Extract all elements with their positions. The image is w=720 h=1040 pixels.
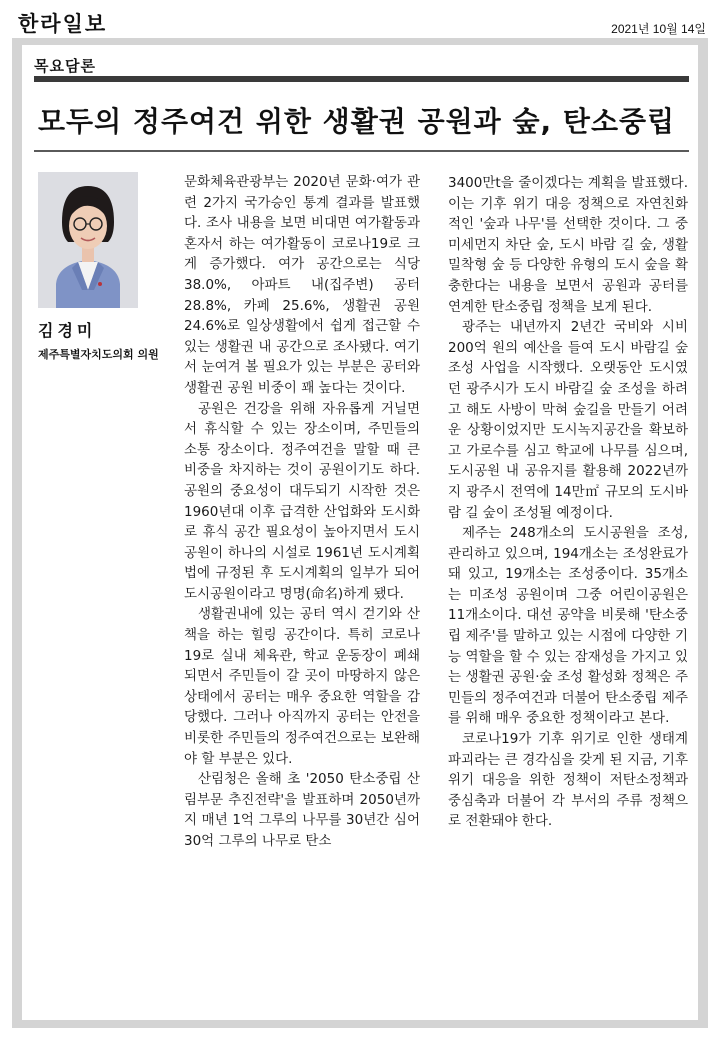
paragraph: 광주는 내년까지 2년간 국비와 시비 200억 원의 예산을 들여 도시 바람길 숲 조성 사업을 시작했다. 오랫동안 도시였던 광주시가 도시 바람길 숲 조성을 하려고 해도 사방이 막혀 숲길을 만들기 어려운 상황이었지만 도시녹지공간을 확보하고 가로수를 심고 학교에 나무를 심으며, 도시공원 내 공유지를 활용해 2022년까지 광주시 전역에 14만㎡ 규모의 도시바람 길 숲이 조성될 예정이다. [448,319,688,521]
paragraph: 생활권내에 있는 공터 역시 걷기와 산책을 하는 힐링 공간이다. 특히 코로나19로 실내 체육관, 학교 운동장이 폐쇄되면서 주민들이 갈 곳이 마땅하지 않은 상태에서 공터는 매우 중요한 역할을 감당했다. 그러나 아직까지 공터는 안전을 비롯한 주민들의 정주여건으로는 보완해야 할 부분은 있다. [184,606,420,767]
newspaper-masthead: 한라일보 [18,11,108,36]
headline-rule [34,150,689,152]
paragraph: 산림청은 올해 초 '2050 탄소중립 산림부문 추진전략'을 발표하며 2050년까지 매년 1억 그루의 나무를 30년간 심어 30억 그루의 나무로 탄소 [184,771,420,849]
paragraph: 문화체육관광부는 2020년 문화·여가 관련 2가지 국가승인 통계 결과를 발표했다. 조사 내용을 보면 비대면 여가활동과 혼자서 하는 여가활동이 코로나19로 크게 증가했다. 여가 공간으로는 식당 38.0%, 아파트 내(집주변) 공터 28.8%, 카페 25.6%, 생활권 공원 24.6%로 일상생활에서 쉽게 접근할 수 있는 생활권 내 공간으로 조사됐다. 여기서 눈여겨 볼 필요가 있는 부분은 공터와 생활권 공원 비중이 꽤 높다는 것이다. [184,174,420,396]
author-photo [38,172,138,308]
issue-date: 2021년 10월 14일 [611,22,706,36]
paragraph: 공원은 건강을 위해 자유롭게 거닐면서 휴식할 수 있는 장소이며, 주민들의 소통 장소이다. 정주여건을 말할 때 큰 비중을 차지하는 것이 공원이기도 하다. 공원의 중요성이 대두되기 시작한 것은 1960년대 이후 급격한 산업화와 도시화로 휴식 공간 필요성이 높아지면서 도시 공원이 하나의 시설로 1961년 도시계획법에 규정된 후 도시계획의 일부가 되어 도시공원이라고 명명(命名)하게 됐다. [184,400,420,602]
article-column-1 [184,172,420,852]
author-title: 제주특별자치도의회 의원 [38,348,159,361]
article-column-2 [448,173,688,832]
author-portrait-image [38,172,138,308]
paragraph: 3400만t을 줄이겠다는 계획을 발표했다. 이는 기후 위기 대응 정책으로 자연친화적인 '숲과 나무'를 선택한 것이다. 그 중 미세먼지 차단 숲, 도시 바람 길 숲, 생활밀착형 숲 등 다양한 유형의 도시 숲을 확충한다는 내용을 보면서 공원과 공터를 연계한 탄소중립 정책을 보게 된다. [448,175,688,315]
author-name: 김경미 [38,321,97,340]
paragraph: 제주는 248개소의 도시공원을 조성, 관리하고 있으며, 194개소는 조성완료가 돼 있고, 19개소는 조성중이다. 35개소는 미조성 공원이며 그중 어린이공원은 11개소이다. 대선 공약을 비롯해 '탄소중립 제주'를 말하고 있는 시점에 다양한 기능 역할을 할 수 있는 잠재성을 가지고 있는 생활권 공원·숲 조성 활성화 정책은 주민들의 정주여건과 더불어 탄소중립 제주를 위해 매우 중요한 정책이라고 본다. [448,525,688,727]
section-label: 목요담론 [34,57,96,75]
paragraph: 코로나19가 기후 위기로 인한 생태계 파괴라는 큰 경각심을 갖게 된 지금, 기후 위기 대응을 위한 정책이 저탄소정책과 중심축과 더불어 각 부서의 주류 정책으로 전환돼야 한다. [448,731,688,830]
section-rule [34,76,689,82]
article-headline: 모두의 정주여건 위한 생활권 공원과 숲, 탄소중립 [38,105,676,138]
